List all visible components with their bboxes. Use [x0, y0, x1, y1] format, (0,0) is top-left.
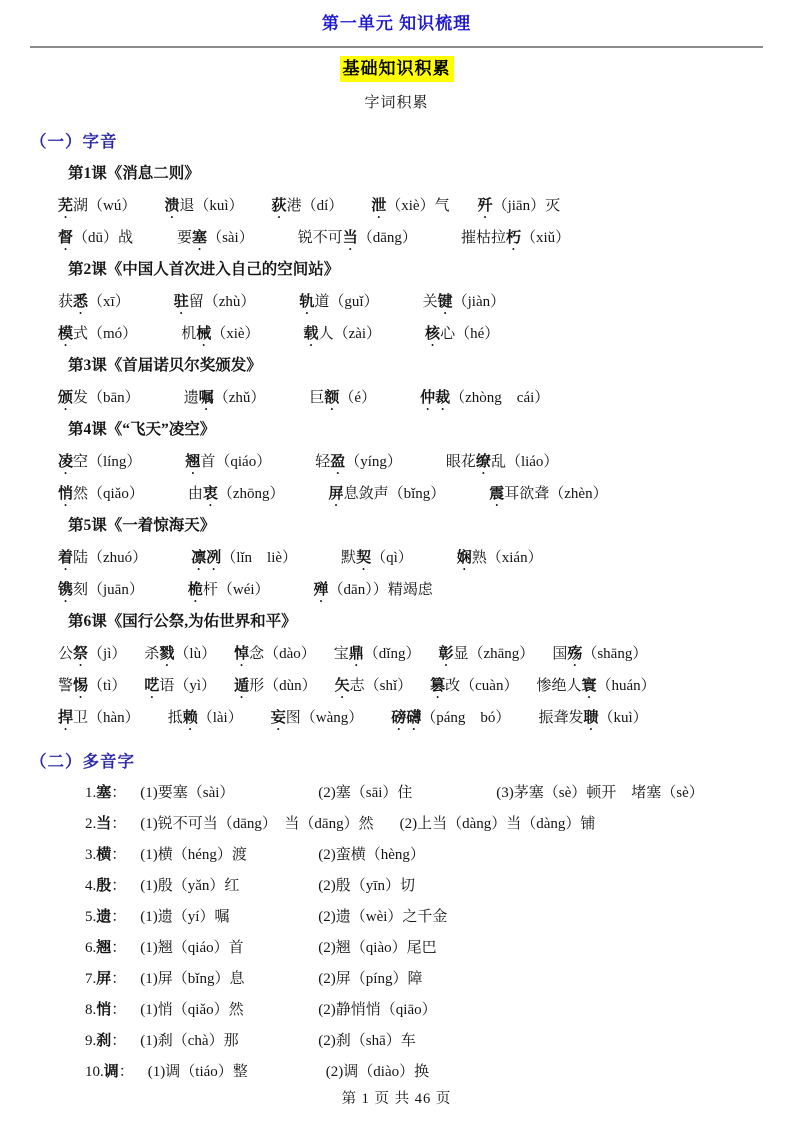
term: 遗嘱（zhǔ） — [183, 390, 266, 406]
entry-variant: (2)殷（yīn）切 — [318, 878, 415, 894]
emphasized-char: 塞 — [192, 230, 208, 246]
entry-variant: (1)要塞（sài） — [140, 785, 235, 801]
emphasized-char: 遗 — [96, 909, 112, 925]
term: 摧枯拉朽（xiǔ） — [460, 230, 571, 246]
term-row — [30, 702, 763, 734]
term-row — [30, 318, 763, 350]
term: 芜湖（wú） — [58, 198, 137, 214]
emphasized-char: 震 — [489, 486, 505, 502]
lesson-title: 第4课《“飞天”凌空》 — [68, 421, 216, 438]
term-row — [30, 190, 763, 222]
entry-variant: (2)上当（dàng）当（dàng）铺 — [399, 816, 596, 832]
emphasized-char: 屏 — [328, 486, 344, 502]
entry-label: 9.刹： — [85, 1033, 127, 1049]
emphasized-char: 寰 — [581, 678, 597, 694]
term: 泄（xiè）气 — [371, 198, 450, 214]
polyphonic-entry — [30, 964, 763, 995]
term: 督（dū）战 — [58, 230, 134, 246]
lesson — [30, 350, 763, 414]
emphasized-char: 调 — [103, 1064, 119, 1080]
entry-label: 1.塞： — [85, 785, 127, 801]
emphasized-char: 键 — [437, 294, 453, 310]
entry-variant: (2)调（diào）换 — [325, 1064, 430, 1080]
emphasized-char: 矢 — [334, 678, 350, 694]
section-polyphonic — [30, 749, 763, 1088]
term: 颁发（bān） — [58, 390, 140, 406]
emphasized-char: 朽 — [505, 230, 521, 246]
emphasized-char: 冽 — [206, 550, 222, 566]
entry-variant: (1)刹（chà）那 — [140, 1033, 239, 1049]
term: 矢志（shǐ） — [334, 678, 413, 694]
term-row — [30, 286, 763, 318]
emphasized-char: 呓 — [144, 678, 160, 694]
entry-variant: (1)调（tiáo）整 — [147, 1064, 248, 1080]
emphasized-char: 镌 — [58, 582, 74, 598]
term: 悼念（dào） — [234, 646, 316, 662]
lesson — [30, 158, 763, 254]
emphasized-char: 歼 — [477, 198, 493, 214]
term: 锐不可当（dāng） — [297, 230, 417, 246]
term: 歼（jiān）灭 — [477, 198, 561, 214]
entry-variant: (1)殷（yǎn）红 — [140, 878, 240, 894]
emphasized-char: 凌 — [58, 454, 74, 470]
emphasized-char: 悉 — [73, 294, 89, 310]
emphasized-char: 磅 — [391, 710, 407, 726]
term-row — [30, 670, 763, 702]
emphasized-char: 嘱 — [198, 390, 214, 406]
emphasized-char: 刹 — [96, 1033, 112, 1049]
term: 关键（jiàn） — [422, 294, 506, 310]
polyphonic-entry — [30, 1026, 763, 1057]
emphasized-char: 督 — [58, 230, 74, 246]
term: 镌刻（juān） — [58, 582, 144, 598]
term: 篡改（cuàn） — [430, 678, 519, 694]
term: 轨道（guǐ） — [299, 294, 379, 310]
emphasized-char: 殷 — [96, 878, 112, 894]
entry-variant: (1)翘（qiáo）首 — [140, 940, 244, 956]
section-heading: （一）字音 — [30, 133, 118, 151]
doc-title: 第一单元 知识梳理 — [321, 14, 472, 33]
emphasized-char: 悼 — [234, 646, 250, 662]
emphasized-char: 祭 — [73, 646, 89, 662]
emphasized-char: 篡 — [430, 678, 446, 694]
lesson — [30, 254, 763, 350]
term: 眼花缭乱（liáo） — [445, 454, 559, 470]
emphasized-char: 惕 — [73, 678, 89, 694]
entry-label: 6.翘： — [85, 940, 127, 956]
term: 翘首（qiáo） — [185, 454, 272, 470]
term: 磅礴（páng bó） — [391, 710, 511, 726]
entry-variant: (2)屏（píng）障 — [318, 971, 423, 987]
term: 荻港（dí） — [271, 198, 344, 214]
subtitle: 字词积累 — [364, 95, 429, 111]
content-area — [30, 129, 763, 1088]
lesson — [30, 510, 763, 606]
entry-label: 7.屏： — [85, 971, 127, 987]
emphasized-char: 核 — [425, 326, 441, 342]
polyphonic-entry — [30, 995, 763, 1026]
emphasized-char: 驻 — [173, 294, 189, 310]
polyphonic-entry — [30, 840, 763, 871]
term: 机械（xiè） — [181, 326, 260, 342]
term: 由衷（zhōng） — [187, 486, 285, 502]
emphasized-char: 殇 — [567, 646, 583, 662]
entry-label: 4.殷： — [85, 878, 127, 894]
emphasized-char: 翘 — [185, 454, 201, 470]
term: 惨绝人寰（huán） — [536, 678, 656, 694]
term-row — [30, 542, 763, 574]
entry-variant: (1)横（héng）渡 — [140, 847, 247, 863]
term: 抵赖（lài） — [167, 710, 243, 726]
section-heading: （二）多音字 — [30, 753, 135, 771]
polyphonic-entry — [30, 871, 763, 902]
emphasized-char: 凛 — [191, 550, 207, 566]
term: 轻盈（yíng） — [315, 454, 402, 470]
lesson — [30, 414, 763, 510]
lesson-title: 第1课《消息二则》 — [68, 165, 200, 182]
term: 溃退（kuì） — [164, 198, 244, 214]
term-row — [30, 446, 763, 478]
term: 着陆（zhuó） — [58, 550, 148, 566]
entry-label: 3.横： — [85, 847, 127, 863]
term: 获悉（xī） — [58, 294, 130, 310]
emphasized-char: 彰 — [438, 646, 454, 662]
term: 悄然（qiǎo） — [58, 486, 144, 502]
entry-variant: (1)锐不可当（dāng） 当（dāng）然 — [140, 816, 374, 832]
emphasized-char: 翘 — [96, 940, 112, 956]
term: 振聋发聩（kuì） — [538, 710, 648, 726]
term: 娴熟（xián） — [456, 550, 543, 566]
emphasized-char: 着 — [58, 550, 74, 566]
entry-label: 8.悄： — [85, 1002, 127, 1018]
term: 载人（zài） — [303, 326, 382, 342]
emphasized-char: 颁 — [58, 390, 74, 406]
lesson-title: 第3课《首届诺贝尔奖颁发》 — [68, 357, 262, 374]
entry-label: 10.调： — [85, 1064, 134, 1080]
emphasized-char: 殚 — [313, 582, 329, 598]
entry-label: 2.当： — [85, 816, 127, 832]
emphasized-char: 模 — [58, 326, 74, 342]
section-pronunciation — [30, 129, 763, 734]
emphasized-char: 屏 — [96, 971, 112, 987]
page-number-footer: 第 1 页 共 46 页 — [341, 1091, 452, 1107]
term: 核心（hé） — [425, 326, 500, 342]
entry-variant: (2)遗（wèi）之千金 — [318, 909, 448, 925]
polyphonic-entry — [30, 809, 763, 840]
emphasized-char: 裁 — [435, 390, 451, 406]
term: 殚（dān））精竭虑 — [313, 582, 433, 598]
emphasized-char: 遁 — [234, 678, 250, 694]
term: 驻留（zhù） — [173, 294, 256, 310]
emphasized-char: 横 — [96, 847, 112, 863]
term-row — [30, 574, 763, 606]
emphasized-char: 械 — [196, 326, 212, 342]
term-row — [30, 222, 763, 254]
emphasized-char: 额 — [324, 390, 340, 406]
term: 警惕（tì） — [58, 678, 127, 694]
emphasized-char: 盈 — [330, 454, 346, 470]
term: 杀戮（lù） — [144, 646, 217, 662]
emphasized-char: 赖 — [182, 710, 198, 726]
emphasized-char: 荻 — [271, 198, 287, 214]
emphasized-char: 轨 — [299, 294, 315, 310]
polyphonic-entry — [30, 902, 763, 933]
emphasized-char: 缭 — [475, 454, 491, 470]
term: 要塞（sài） — [177, 230, 254, 246]
entry-variant: (2)蛮横（hèng） — [318, 847, 425, 863]
emphasized-char: 载 — [303, 326, 319, 342]
emphasized-char: 当 — [342, 230, 358, 246]
entry-variant: (1)遗（yí）嘱 — [140, 909, 230, 925]
term: 宝鼎（dǐng） — [333, 646, 421, 662]
term: 国殇（shāng） — [552, 646, 648, 662]
term-row — [30, 382, 763, 414]
entry-label: 5.遗： — [85, 909, 127, 925]
term: 捍卫（hàn） — [58, 710, 140, 726]
lesson-title: 第5课《一着惊海天》 — [68, 517, 216, 534]
emphasized-char: 戮 — [159, 646, 175, 662]
term: 凛冽（lǐn liè） — [191, 550, 298, 566]
emphasized-char: 桅 — [187, 582, 203, 598]
term: 公祭（jì） — [58, 646, 127, 662]
term: 震耳欲聋（zhèn） — [489, 486, 608, 502]
emphasized-char: 当 — [96, 816, 112, 832]
emphasized-char: 捍 — [58, 710, 74, 726]
emphasized-char: 泄 — [371, 198, 387, 214]
emphasized-char: 塞 — [96, 785, 112, 801]
term: 桅杆（wéi） — [187, 582, 270, 598]
emphasized-char: 礴 — [406, 710, 422, 726]
emphasized-char: 芜 — [58, 198, 74, 214]
polyphonic-entry — [30, 1057, 763, 1088]
emphasized-char: 溃 — [164, 198, 180, 214]
term: 凌空（líng） — [58, 454, 142, 470]
term: 呓语（yì） — [144, 678, 217, 694]
emphasized-char: 衷 — [202, 486, 218, 502]
polyphonic-entry — [30, 933, 763, 964]
term: 妄图（wàng） — [270, 710, 364, 726]
emphasized-char: 妄 — [270, 710, 286, 726]
highlighted-heading: 基础知识积累 — [340, 56, 454, 82]
entry-variant: (1)屏（bǐng）息 — [140, 971, 245, 987]
header-divider — [30, 46, 763, 48]
emphasized-char: 仲 — [420, 390, 436, 406]
term: 模式（mó） — [58, 326, 138, 342]
entry-variant: (2)塞（sāi）住 — [318, 785, 413, 801]
emphasized-char: 契 — [356, 550, 372, 566]
term: 默契（qì） — [341, 550, 413, 566]
entry-variant: (2)刹（shā）车 — [318, 1033, 416, 1049]
emphasized-char: 聩 — [583, 710, 599, 726]
term-row — [30, 638, 763, 670]
lesson — [30, 606, 763, 734]
lesson-title: 第2课《中国人首次进入自己的空间站》 — [68, 261, 340, 278]
term-row — [30, 478, 763, 510]
emphasized-char: 悄 — [96, 1002, 112, 1018]
term: 遁形（dùn） — [234, 678, 317, 694]
badge-row — [30, 56, 763, 82]
emphasized-char: 娴 — [456, 550, 472, 566]
term: 屏息敛声（bǐng） — [328, 486, 446, 502]
entry-variant: (2)静悄悄（qiāo） — [318, 1002, 437, 1018]
entry-variant: (3)茅塞（sè）顿开 堵塞（sè） — [496, 785, 704, 801]
lesson-title: 第6课《国行公祭,为佑世界和平》 — [68, 613, 297, 630]
term: 巨额（é） — [309, 390, 377, 406]
entry-variant: (1)悄（qiǎo）然 — [140, 1002, 244, 1018]
polyphonic-entry — [30, 778, 763, 809]
term: 彰显（zhāng） — [438, 646, 535, 662]
entry-variant: (2)翘（qiào）尾巴 — [318, 940, 437, 956]
emphasized-char: 悄 — [58, 486, 74, 502]
term: 仲裁（zhòng cái） — [420, 390, 550, 406]
emphasized-char: 鼎 — [348, 646, 364, 662]
